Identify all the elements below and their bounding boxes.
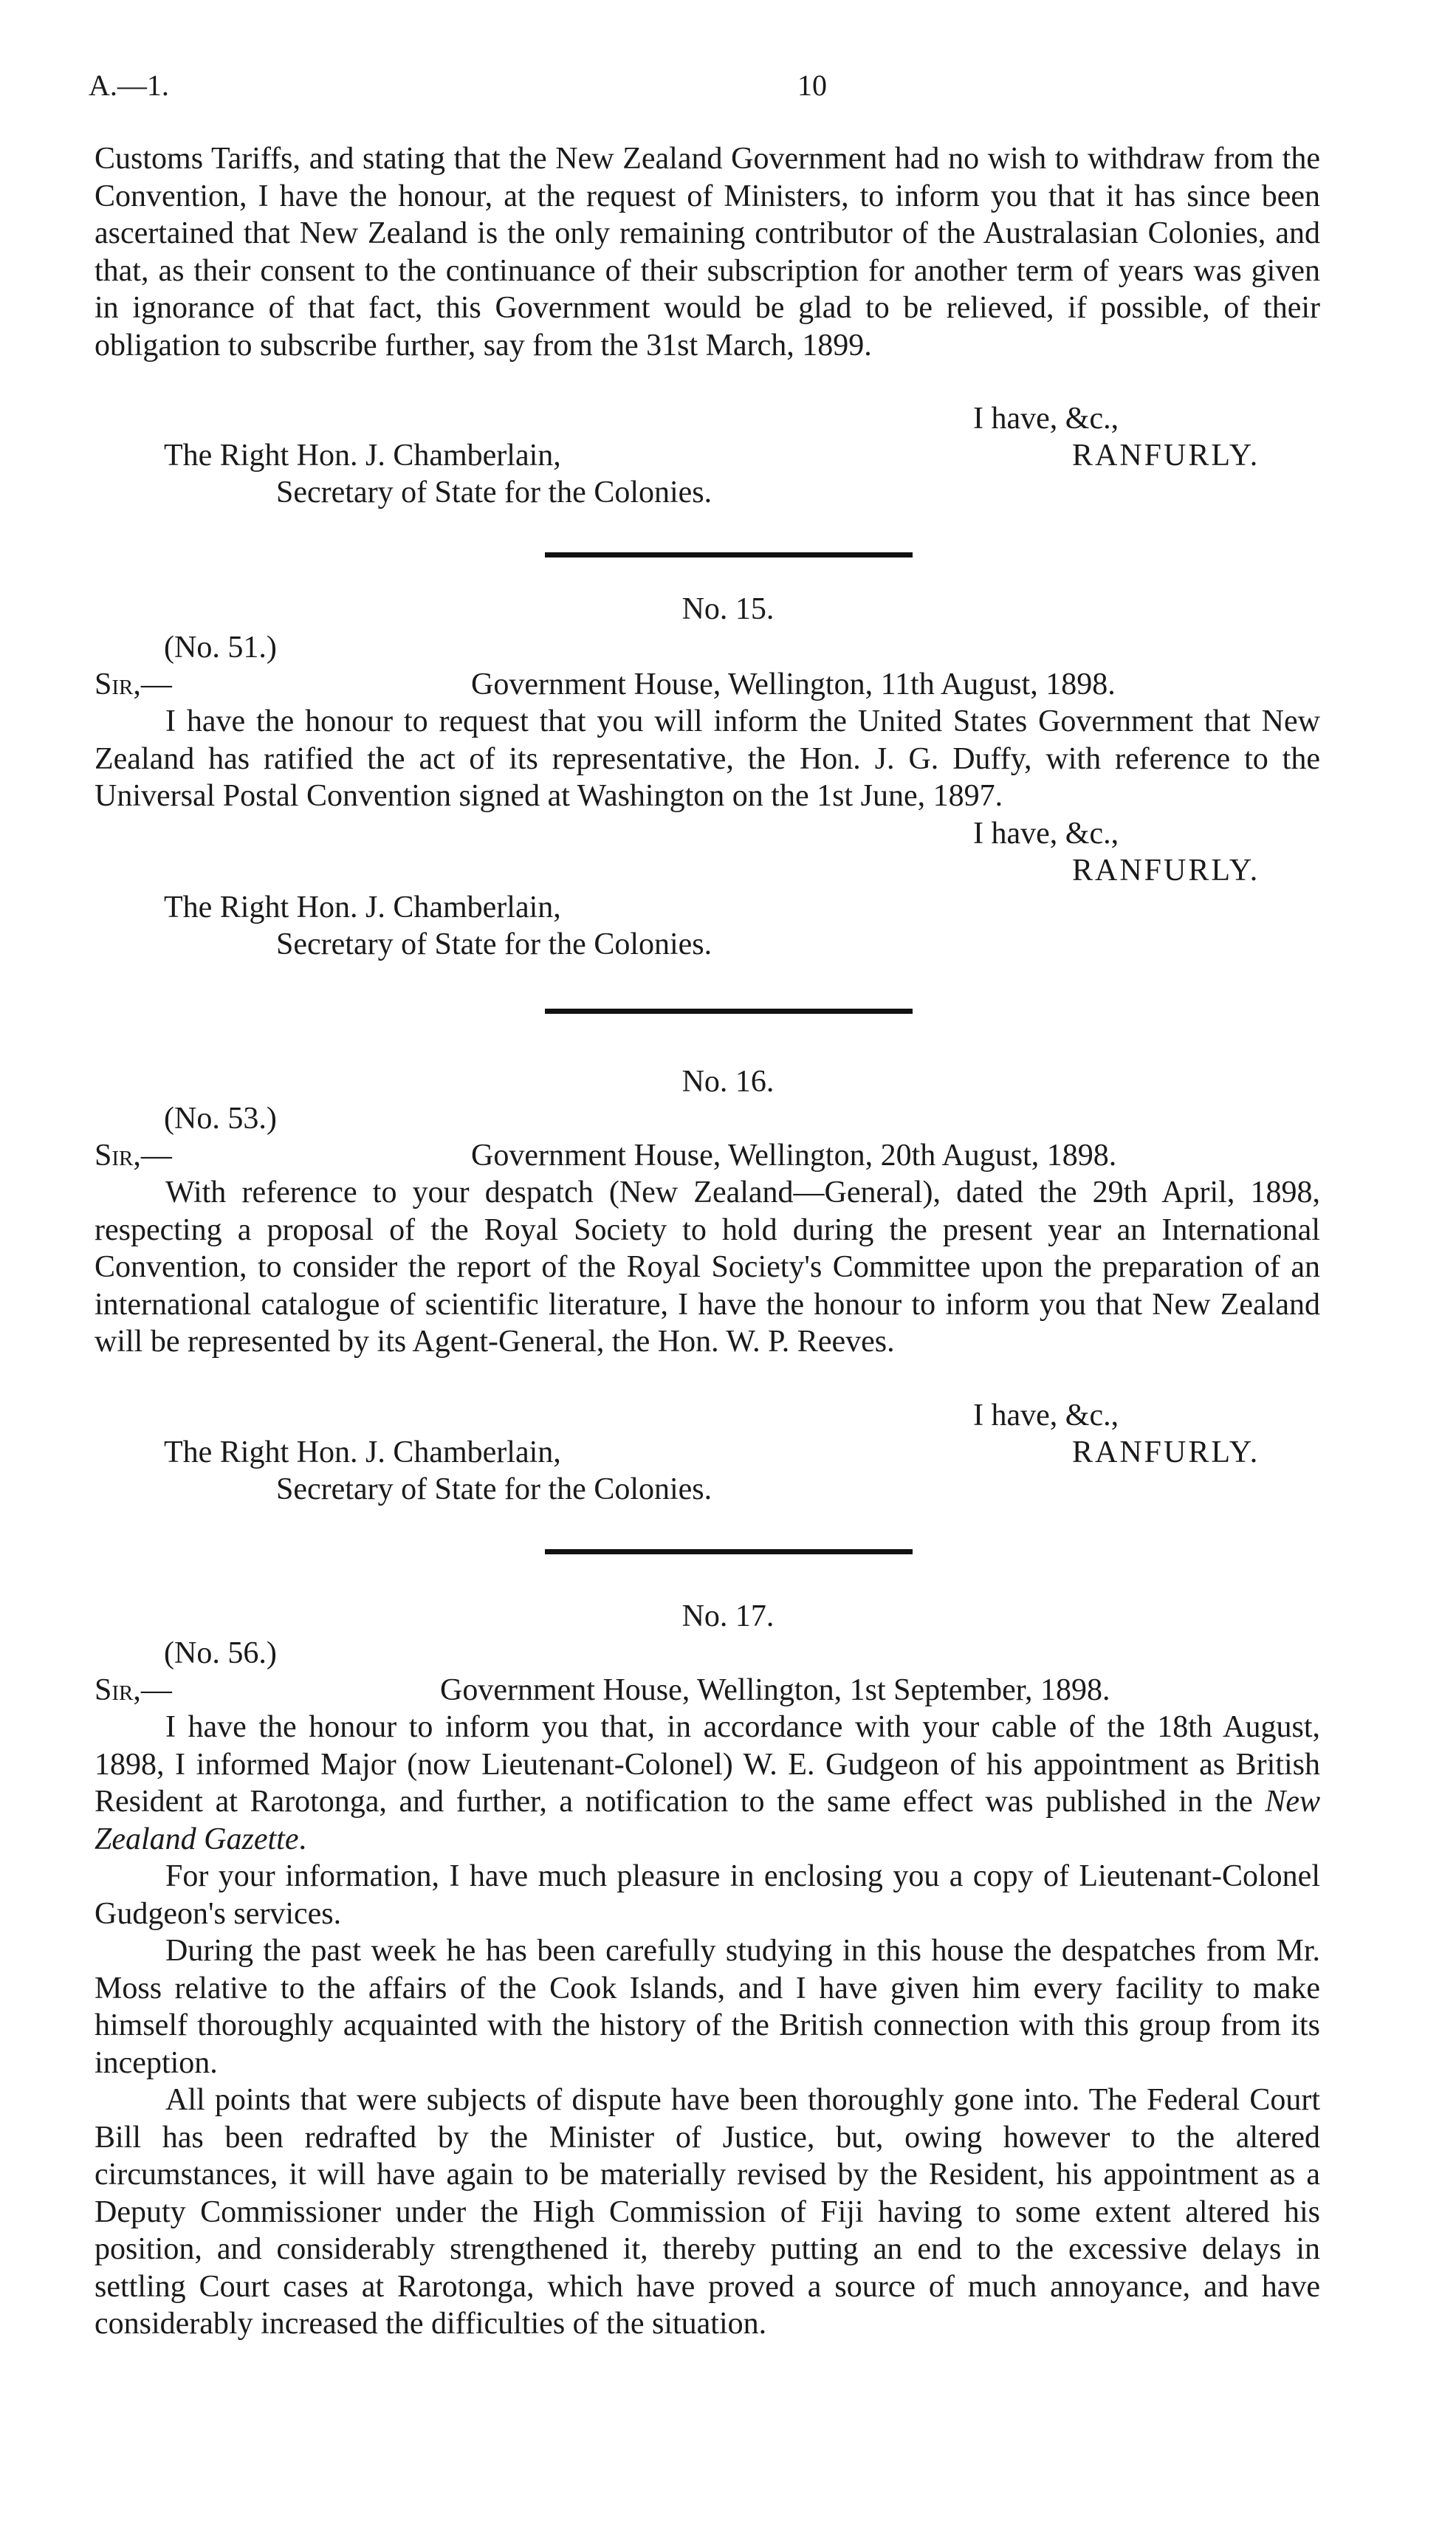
opening-body: Customs Tariffs, and stating that the New Zealand Government had no wish to withdraw from the Convention, I have the honour, at the request of Ministers, to inform you that it has since been ascertained that New Zealand is the only remaining contributor of the Australasian Colonies, and that, as their consent to the continuance of their subscription for another term of years was given in ignorance of that fact, this Government would be glad to be relieved, if possible, of their obligation to subscribe further, say from the 31st March, 1899. [95,142,1320,363]
section-divider [545,1009,913,1014]
opening-signature: RANFURLY. [1072,439,1260,473]
dateline-16: Government House, Wellington, 20th August, 1898. [471,1139,1117,1173]
letter-body-17 [95,1709,1320,2343]
addressee-16: The Right Hon. J. Chamberlain, [164,1435,561,1469]
salutation-16: Sir,— [95,1139,172,1173]
letter-paragraph: For your information, I have much pleasure in enclosing you a copy of Lieutenant-Colonel Gudgeon's services. [95,1859,1320,1931]
page-number: 10 [797,69,827,102]
letter-body-16 [95,1174,1320,1361]
signature-16: RANFURLY. [1072,1435,1260,1469]
signature-15: RANFURLY. [1072,854,1260,888]
addressee-title-16: Secretary of State for the Colonies. [276,1472,712,1506]
addressee-title-15: Secretary of State for the Colonies. [276,927,712,961]
page-header [89,68,1307,112]
letter-paragraph: With reference to your despatch (New Zealand—General), dated the 29th April, 1898, respecting a proposal of the Royal Society to hold during the present year an International Convention, to consider the report of the Royal Society's Committee upon the preparation of an international catalogue of scientific literature, I have the honour to inform you that New Zealand will be represented by its Agent-General, the Hon. W. P. Reeves. [95,1176,1320,1359]
gazette-title: New Zealand Gazette [95,1785,1320,1856]
closing-15: I have, &c., [973,817,1119,851]
letter-ref-16: (No. 53.) [164,1102,277,1136]
section-divider [545,552,913,557]
closing-16: I have, &c., [973,1399,1119,1432]
salutation-15: Sir,— [95,668,172,701]
opening-paragraph [95,140,1320,364]
letter-paragraph: All points that were subjects of dispute have been thoroughly gone into. The Federal Court Bill has been redrafted by the Minister of Justice, but, owing however to the altered circumstances, it will have again to be materially revised by the Resident, his appointment as a Deputy Commissioner under the High Commission of Fiji having to some extent altered his position, and considerably strengthened it, thereby putting an end to the excessive delays in settling Court cases at Rarotonga, which have proved a source of much annoyance, and have considerably increased the difficulties of the situation. [95,2083,1320,2341]
letter-ref-15: (No. 51.) [164,631,277,665]
addressee-15: The Right Hon. J. Chamberlain, [164,891,561,924]
paper-reference: A.—1. [89,69,169,102]
paragraph-text: I have the honour to inform you that, in accordance with your cable of the 18th August, 1898, I informed Major (now Lieutenant-Colonel) W. E. Gudgeon of his appointment as British Resident at Rarotonga, and further, a notification to the same effect was published in the [95,1710,1320,1819]
dateline-15: Government House, Wellington, 11th August, 1898. [471,668,1116,701]
opening-addressee-title: Secretary of State for the Colonies. [276,476,712,509]
letter-paragraph [95,1709,1320,1858]
opening-addressee: The Right Hon. J. Chamberlain, [164,439,561,473]
letter-paragraph: I have the honour to request that you will inform the United States Government that New Zealand has ratified the act of its representative, the Hon. J. G. Duffy, with reference to the Universal Postal Convention signed at Washington on the 1st June, 1897. [95,704,1320,813]
letter-ref-17: (No. 56.) [164,1636,277,1670]
section-divider [545,1549,913,1554]
letter-paragraph: During the past week he has been carefully studying in this house the despatches from Mr. Moss relative to the affairs of the Cook Islands, and I have given him every facility to make himself thoroughly acquainted with the history of the British connection with this group from its inception. [95,1934,1320,2080]
paragraph-end: . [298,1822,306,1856]
dateline-17: Government House, Wellington, 1st September, 1898. [440,1673,1110,1707]
letter-number-16: No. 16. [681,1065,775,1099]
letter-number-15: No. 15. [681,592,775,626]
salutation-17: Sir,— [95,1673,172,1707]
letter-body-15 [95,703,1320,815]
letter-number-17: No. 17. [681,1599,775,1633]
opening-closing: I have, &c., [973,402,1119,436]
